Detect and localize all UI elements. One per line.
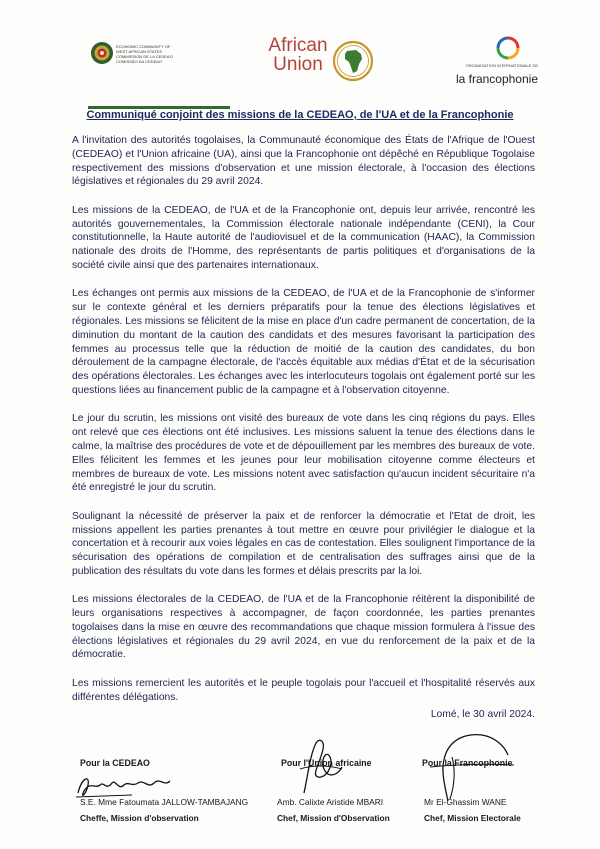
signatory-name: S.E. Mme Fatoumata JALLOW-TAMBAJANG [80, 797, 249, 807]
paragraph: Les missions de la CEDEAO, de l'UA et de la Francophonie ont, depuis leur arrivée, rencontré les autorités gouvernementales, la Commission électorale nationale indépendante (CENI), la Cour constitutionnelle, la Haute autorité de l'audiovisuel et de la communication (HAAC), la Commission nationale des droits de l'Homme, des représentants de partis politiques et d'organisations de la société civile ainsi que des partenaires internationaux. [72, 204, 535, 271]
francophonie-name: la francophonie [455, 72, 538, 86]
francophonie-org-label: ORGANISATION INTERNATIONALE DE [465, 63, 538, 68]
signature-heading: Pour la Francophonie [422, 758, 513, 768]
signature-heading: Pour la CEDEAO [80, 758, 150, 768]
ecowas-seal-icon [90, 41, 114, 65]
letterhead [0, 28, 600, 88]
place-and-date: Lomé, le 30 avril 2024. [430, 709, 535, 720]
african-union-logo-text: African Union [268, 35, 328, 75]
signature-block-cedeao [80, 757, 250, 823]
signatory-role: Chef, Mission Electorale [424, 813, 521, 823]
paragraph: Les missions électorales de la CEDEAO, de l'UA et de la Francophonie réitèrent la disponibilité de leurs organisations respectives à accompagner, de façon coordonnée, les parties prenantes togolaises dans la mise en œuvre des recommandations que chaque mission formulera à l'issue des élections législatives et régionales du 29 avril 2024, en vue du renforcement de la paix et de la démocratie. [72, 594, 535, 661]
signatory-role: Cheffe, Mission d'observation [80, 813, 199, 823]
francophonie-ring-icon [496, 36, 520, 60]
paragraph: Soulignant la nécessité de préserver la paix et de renforcer la démocratie et l'Etat de droit, les missions appellent les parties prenantes à tout mettre en œuvre pour privilégier le dialogue et la concertation et à recourir aux voies légales en cas de contestation. Elles soulignent l'importance de la sécurisation des opérations de compilation et de centralisation des suffrages ainsi que de la publication des résultats du vote dans les formes et délais prescrits par la loi. [72, 510, 535, 577]
african-union-emblem-icon [332, 40, 374, 82]
paragraph: Le jour du scrutin, les missions ont visité des bureaux de vote dans les cinq régions du pays. Elles ont relevé que ces élections ont été inclusives. Les missions saluent la tenue des élections dans le calme, la maîtrise des procédures de vote et de dépouillement par les membres des bureaux de vote. Elles félicitent les femmes et les jeunes pour leur mobilisation citoyenne comme électeurs et membres de bureaux de vote. Les missions notent avec satisfaction qu'aucun incident sécuritaire n'a été enregistré le jour du scrutin. [72, 413, 535, 494]
signatory-name: Mr El-Ghassim WANE [424, 797, 507, 807]
signatory-role: Chef, Mission d'Observation [277, 813, 390, 823]
handwritten-signature-icon [282, 735, 362, 799]
communique-title: Communiqué conjoint des missions de la CEDEAO, de l'UA et de la Francophonie [86, 109, 514, 121]
paragraph: Les missions remercient les autorités et le peuple togolais pour l'accueil et l'hospitalité réservés aux différentes délégations. [72, 677, 535, 703]
paragraph: A l'invitation des autorités togolaises, la Communauté économique des États de l'Afrique de l'Ouest (CEDEAO) et l'Union africaine (UA), ainsi que la Francophonie ont dépêché en République Togolaise respectivement des missions d'observation et une mission électorale, à l'occasion des élections législatives et régionales du 29 avril 2024. [72, 135, 535, 188]
communique-body [72, 134, 535, 719]
signatory-name: Amb. Calixte Aristide MBARI [277, 797, 384, 807]
paragraph: Les échanges ont permis aux missions de la CEDEAO, de l'UA et de la Francophonie de s'informer sur le contexte général et les derniers préparatifs pour la tenue des élections législatives et régionales. Les missions se félicitent de la mise en place d'un cadre permanent de concertation, de la diminution du montant de la caution des candidats et des mesures favorisant la participation des femmes au processus telle que la réduction de moitié de la caution des candidates, du bon déroulement de la campagne électorale, de l'accès équitable aux médias d'État et de la sécurisation des opérations électorales. Les échanges avec les interlocuteurs togolais ont également porté sur les questions liées au financement public de la campagne et à l'observation citoyenne. [72, 288, 535, 396]
handwritten-signature-icon [420, 727, 530, 807]
signature-heading: Pour l'Union africaine [281, 758, 372, 768]
ecowas-name: ECONOMIC COMMUNITY OF WEST AFRICAN STATES COMMISSION DE LA CEDEAO COMISSÃO DA CEDEAO [116, 44, 173, 64]
